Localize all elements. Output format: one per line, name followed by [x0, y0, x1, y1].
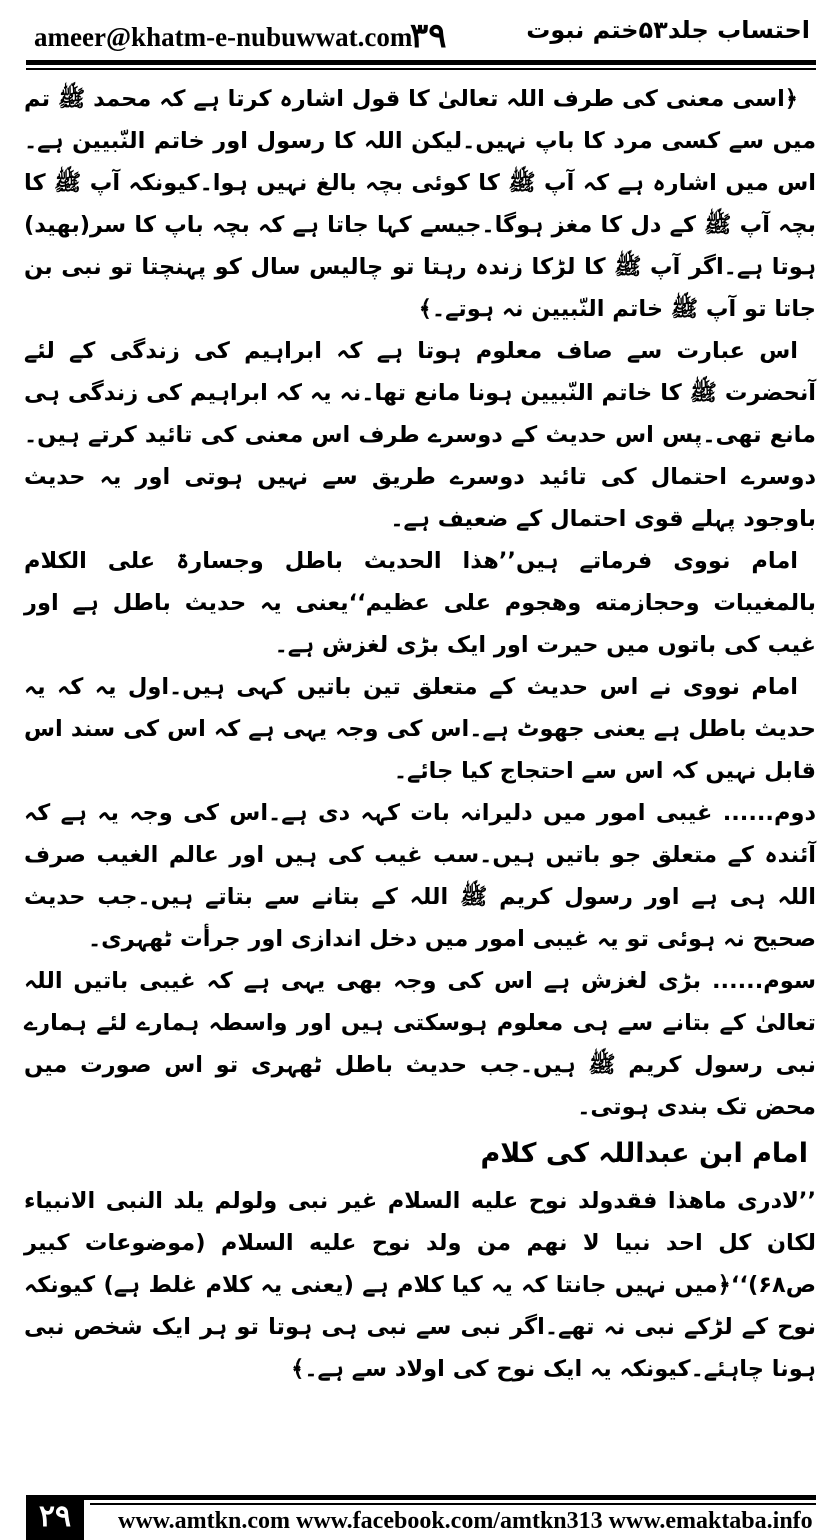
header-rule-thick: [26, 60, 816, 65]
header-email: ameer@khatm-e-nubuwwat.com: [34, 22, 413, 52]
header-rule-thin: [26, 68, 816, 70]
header-book-title: احتساب جلد۵۳ختم نبوت: [526, 16, 810, 44]
paragraph-imam-nawawi-quote: امام نووی فرماتے ہیں’’ھذا الحدیث باطل وجسارۃ علی الکلام بالمغیبات وحجازمته وھجوم علی عظیم‘‘یعنی یہ حدیث باطل ہے اور غیب کی باتوں میں حیرت اور ایک بڑی لغزش ہے۔: [24, 548, 816, 658]
paragraph-second-point: دوم...... غیبی امور میں دلیرانہ بات کہہ دی ہے۔اس کی وجہ یہ ہے کہ آئندہ کے متعلق جو باتیں ہیں۔سب غیب کی ہیں اور عالم الغیب صرف اللہ ہی ہے اور رسول کریم ﷺ اللہ کے بتانے سے بتاتے ہیں۔جب حدیث صحیح نہ ہوئی تو یہ غیبی امور میں دخل اندازی اور جرأت ٹھہری۔: [24, 800, 816, 952]
footer-rule-thin: [90, 1503, 816, 1505]
footer-rule-thick: [26, 1495, 816, 1500]
footer-website-links: www.amtkn.com www.facebook.com/amtkn313 www.emaktaba.info: [118, 1508, 813, 1534]
paragraph-arabic-quote: ’’لادری ماھذا فقدولد نوح علیه السلام غیر نبی ولولم یلد النبی الانبیاء لکان کل احد نبیا لا نھم من ولد نوح علیه السلام (موضوعات کبیر ص۶۸)‘‘﴿میں نہیں جانتا کہ یہ کیا کلام ہے (یعنی یہ کلام غلط ہے) کیونکہ نوح کے لڑکے نبی نہ تھے۔اگر نبی سے نبی ہی ہوتا تو ہر ایک شخص نبی ہونا چاہئے۔کیونکہ یہ ایک نوح کی اولاد سے ہے۔﴾: [24, 1188, 816, 1382]
section-heading: امام ابن عبداللہ کی کلام: [480, 1138, 808, 1169]
header-page-number: ۳۹: [410, 16, 447, 56]
paragraph-explanation: اس عبارت سے صاف معلوم ہوتا ہے کہ ابراہیم کی زندگی کے لئے آنحضرت ﷺ کا خاتم النّبیین ہونا مانع تھا۔نہ یہ کہ ابراہیم کی زندگی ہی مانع تھی۔پس اس حدیث کے دوسرے طرف اس معنی کی تائید کرتے ہیں۔دوسرے احتمال کی تائید دوسرے طریق سے نہیں ہوتی اور یہ حدیث باوجود پہلے قوی احتمال کے ضعیف ہے۔: [24, 338, 816, 532]
page-body: [24, 78, 816, 1390]
footer-page-number: ۲۹: [26, 1495, 84, 1540]
paragraph-third-point: سوم...... بڑی لغزش ہے اس کی وجہ بھی یہی ہے کہ غیبی باتیں اللہ تعالیٰ کے بتانے سے ہی معلوم ہوسکتی ہیں اور واسطہ ہمارے لئے ہمارے نبی رسول کریم ﷺ ہیں۔جب حدیث باطل ٹھہری تو اس صورت میں محض تک بندی ہوتی۔: [24, 968, 816, 1120]
paragraph-quran-tafsir: ﴿اسی معنی کی طرف اللہ تعالیٰ کا قول اشارہ کرتا ہے کہ محمد ﷺ تم میں سے کسی مرد کا باپ نہیں۔لیکن اللہ کا رسول اور خاتم النّبیین ہے۔اس میں اشارہ ہے کہ آپ ﷺ کا کوئی بچہ بالغ نہیں ہوا۔کیونکہ آپ ﷺ کا بچہ آپ ﷺ کے دل کا مغز ہوگا۔جیسے کہا جاتا ہے کہ بچہ باپ کا سر(بھید) ہوتا ہے۔اگر آپ ﷺ کا لڑکا زندہ رہتا تو چالیس سال کو پہنچتا تو نبی بن جاتا تو آپ ﷺ خاتم النّبیین نہ ہوتے۔﴾: [24, 86, 816, 322]
paragraph-three-points: امام نووی نے اس حدیث کے متعلق تین باتیں کہی ہیں۔اول یہ کہ یہ حدیث باطل ہے یعنی جھوٹ ہے۔اس کی وجہ یہی ہے کہ اس کی سند اس قابل نہیں کہ اس سے احتجاج کیا جائے۔: [24, 674, 816, 784]
page-header: [0, 0, 840, 70]
